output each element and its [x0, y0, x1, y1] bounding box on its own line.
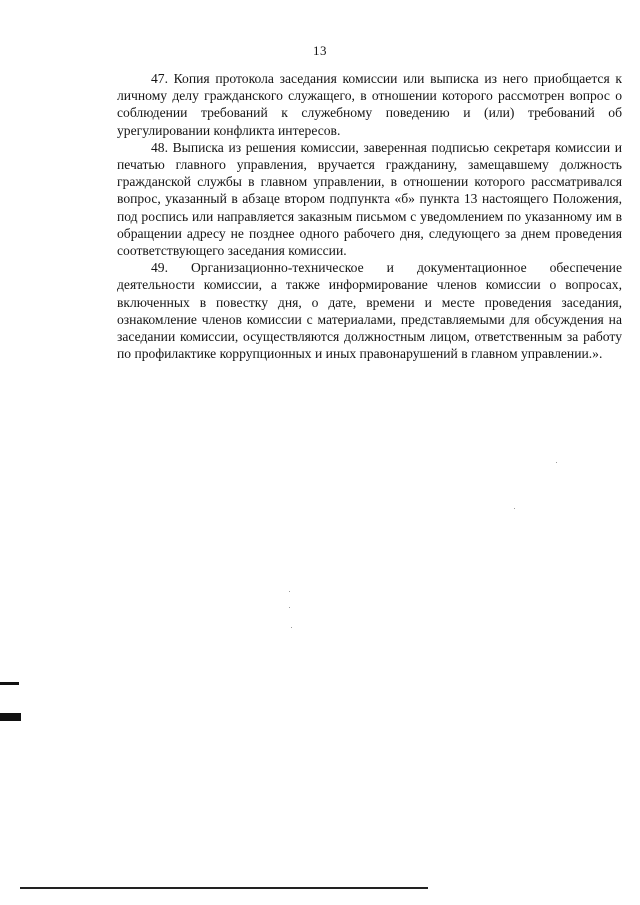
scan-edge-mark — [0, 682, 19, 685]
document-body — [117, 70, 622, 362]
scan-speck — [289, 607, 290, 608]
paragraph-47: 47. Копия протокола заседания комиссии или выписка из него приобщается к личному делу гражданского служащего, в отношении которого рассмотрен вопрос о соблюдении требований к служебному поведению и (или) требований об урегулировании конфликта интересов. — [117, 71, 622, 138]
scan-speck — [556, 462, 557, 463]
scan-edge-mark — [0, 713, 21, 721]
scan-speck — [291, 627, 292, 628]
paragraph-49: 49. Организационно-техническое и документационное обеспечение деятельности комиссии, а также информирование членов комиссии о вопросах, включенных в повестку дня, о дате, времени и месте проведения заседания, ознакомление членов комиссии с материалами, представляемыми для обсуждения на заседании комиссии, осуществляются должностным лицом, ответственным за работу по профилактике коррупционных и иных правонарушений в главном управлении.». — [117, 260, 622, 362]
scan-speck — [514, 508, 515, 509]
paragraph-48: 48. Выписка из решения комиссии, заверенная подписью секретаря комиссии и печатью главного управления, вручается гражданину, замещавшему должность гражданской службы в главном управлении, в отношении которого рассматривался вопрос, указанный в абзаце втором подпункта «б» пункта 13 настоящего Положения, под роспись или направляется заказным письмом с уведомлением по указанному им в обращении адресу не позднее одного рабочего дня, следующего за днем проведения соответствующего заседания комиссии. — [117, 139, 622, 259]
scan-speck — [289, 591, 290, 592]
page-number: 13 — [313, 43, 327, 58]
scan-bottom-line — [20, 887, 428, 889]
